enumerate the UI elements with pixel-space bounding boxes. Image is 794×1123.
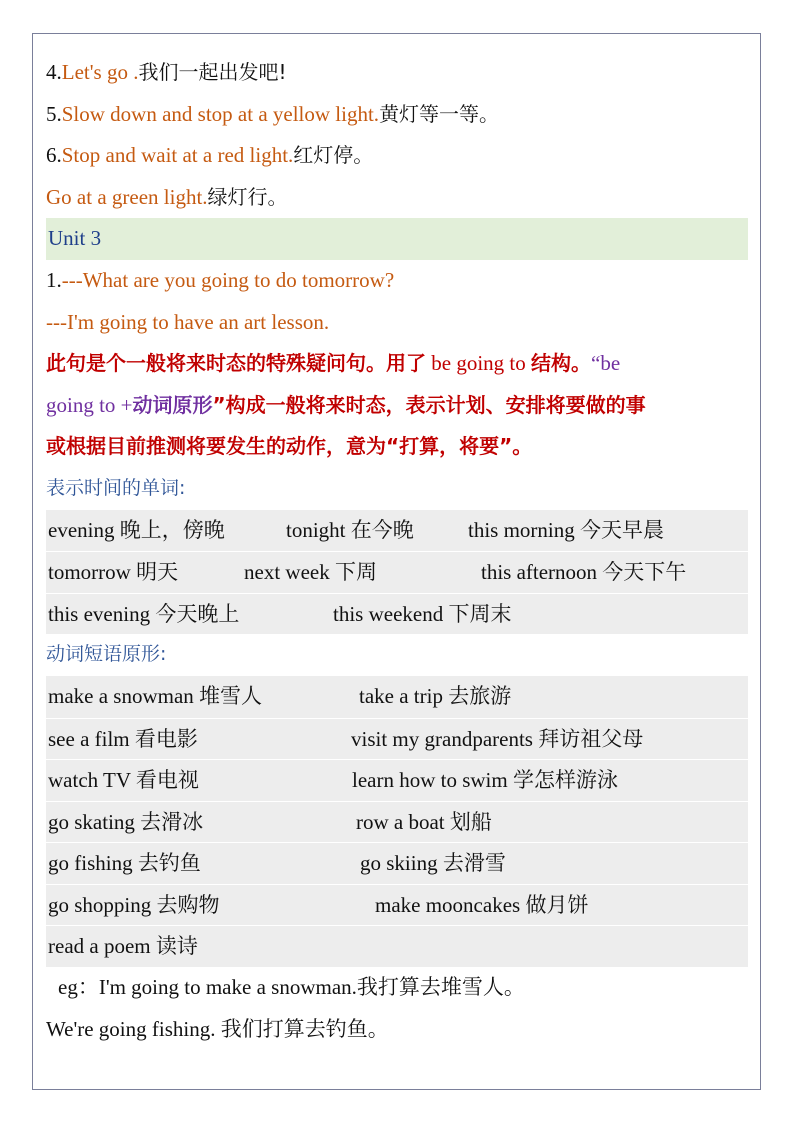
english-text: Stop and wait at a red light. <box>61 143 294 168</box>
time-words-row <box>46 551 748 593</box>
time-word: this evening 今天晚上 <box>48 601 240 626</box>
verb-phrase: go skating 去滑冰 <box>48 809 204 834</box>
verb-phrase: watch TV 看电视 <box>48 768 199 793</box>
explanation-quote: “be <box>591 351 621 376</box>
sentence-7 <box>46 177 748 219</box>
example-1: eg：I'm going to make a snowman.我打算去堆雪人。 <box>58 975 525 1000</box>
sentence-6 <box>46 135 748 177</box>
english-text: Let's go . <box>61 60 139 84</box>
verb-phrase: make mooncakes 做月饼 <box>375 892 589 917</box>
verb-phrase-row <box>46 718 748 760</box>
explanation-highlight: 动词原形 <box>132 392 213 417</box>
explanation-english: going to + <box>46 392 133 417</box>
chinese-text: 黄灯等一等。 <box>379 101 500 126</box>
explanation-text: ”构成一般将来时态，表示计划、安排将要做的事 <box>212 392 646 417</box>
unit-heading: Unit 3 <box>46 218 748 260</box>
verb-phrase: make a snowman 堆雪人 <box>48 683 263 708</box>
verb-phrase-row <box>46 884 748 926</box>
verb-phrase: learn how to swim 学怎样游泳 <box>352 768 618 793</box>
time-word: evening 晚上，傍晚 <box>48 517 225 542</box>
time-words-row <box>46 510 748 552</box>
example-2: We're going fishing. 我们打算去钓鱼。 <box>46 1016 389 1041</box>
explanation-line-2 <box>46 385 748 427</box>
verb-phrase-row <box>46 676 748 718</box>
question-text: ---What are you going to do tomorrow? <box>61 267 395 292</box>
verb-phrase: see a film 看电影 <box>48 726 198 751</box>
english-text: Go at a green light. <box>46 184 208 209</box>
time-word: next week 下周 <box>244 560 377 585</box>
chinese-text: 我们一起出发吧! <box>138 60 287 84</box>
time-word: tonight 在今晚 <box>286 517 414 542</box>
item-number: 5. <box>46 101 62 126</box>
time-word: this weekend 下周末 <box>333 601 512 626</box>
verb-phrase-row <box>46 759 748 801</box>
document-content <box>46 52 748 1050</box>
time-word: this afternoon 今天下午 <box>481 560 687 585</box>
time-words-row <box>46 593 748 635</box>
verb-phrase: take a trip 去旅游 <box>359 683 512 708</box>
explanation-text: 此句是个一般将来时态的特殊疑问句。用了 <box>46 351 426 376</box>
english-text: Slow down and stop at a yellow light. <box>61 101 380 126</box>
time-word: this morning 今天早晨 <box>468 517 665 542</box>
chinese-text: 红灯停。 <box>293 143 374 168</box>
verb-phrase: go fishing 去钓鱼 <box>48 851 201 876</box>
sentence-5 <box>46 94 748 136</box>
verb-phrases-heading: 动词短语原形: <box>46 643 167 666</box>
sentence-4 <box>46 52 748 94</box>
item-number: 6. <box>46 143 62 168</box>
dialog-question <box>46 260 748 302</box>
dialog-answer: ---I'm going to have an art lesson. <box>46 309 330 334</box>
explanation-english: be going to <box>426 351 531 376</box>
verb-phrase-row <box>46 925 748 967</box>
verb-phrase-row <box>46 801 748 843</box>
explanation-line-3: 或根据目前推测将要发生的动作，意为“打算，将要”。 <box>46 434 533 459</box>
verb-phrase: go shopping 去购物 <box>48 892 220 917</box>
verb-phrase: go skiing 去滑雪 <box>360 851 506 876</box>
verb-phrase: visit my grandparents 拜访祖父母 <box>351 726 644 751</box>
chinese-text: 绿灯行。 <box>207 184 288 209</box>
explanation-line-1 <box>46 343 748 385</box>
time-words-heading: 表示时间的单词: <box>46 476 186 499</box>
item-number: 1. <box>46 267 62 292</box>
verb-phrase: row a boat 划船 <box>356 809 492 834</box>
item-number: 4. <box>46 60 62 84</box>
verb-phrase: read a poem 读诗 <box>48 934 198 959</box>
explanation-text: 结构。 <box>531 351 591 376</box>
verb-phrase-row <box>46 842 748 884</box>
time-word: tomorrow 明天 <box>48 560 179 585</box>
